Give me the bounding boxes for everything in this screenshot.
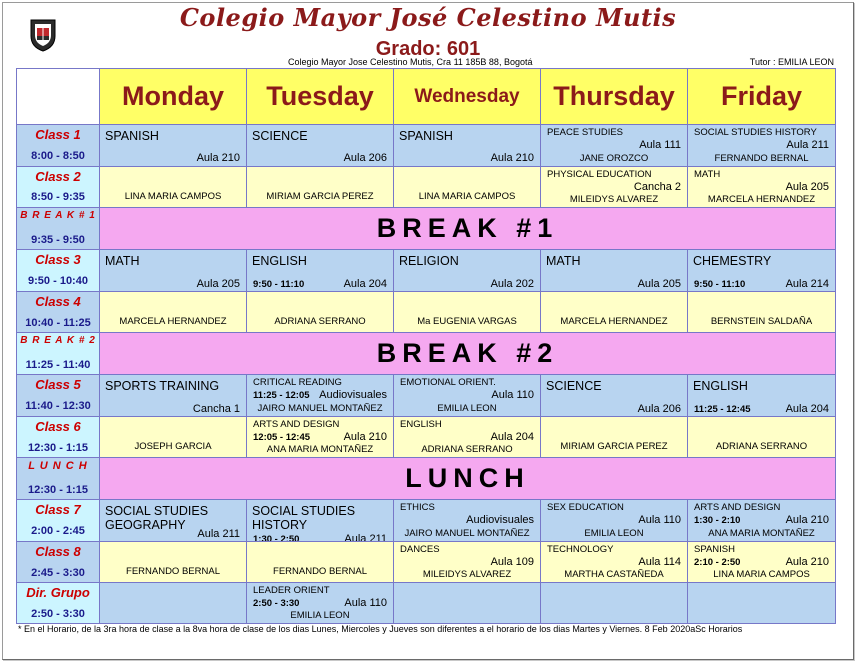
slot-wed-block2-top [393,249,541,292]
teacher: EMILIA LEON [437,403,497,414]
time-range: 12:05 - 12:45 [253,432,311,443]
teacher: FERNANDO BERNAL [126,566,220,577]
slot-fri-class2 [687,166,836,208]
room: Aula 205 [785,181,829,193]
slot-mon-block2-bottom [99,291,247,333]
room: Aula 214 [785,278,829,290]
slot-thu-block3-bottom [540,416,688,458]
teacher: ADRIANA SERRANO [715,441,808,452]
period-label: L U N C H [28,460,88,472]
room: Aula 204 [490,431,534,443]
time-range: 1:30 - 2:50 [253,534,300,542]
period-time: 12:30 - 1:15 [28,484,88,496]
slot-tue-block2-bottom [246,291,394,333]
period-time: 8:50 - 9:35 [31,191,85,203]
teacher: ADRIANA SERRANO [421,444,513,455]
slot-fri-block3-bottom [687,416,836,458]
period-time: 8:00 - 8:50 [31,150,85,162]
slot-wed-block1-bottom [393,166,541,208]
slot-fri-class1 [687,124,836,167]
break-1-banner: BREAK #1 [99,207,836,250]
period-time: 2:00 - 2:45 [31,525,85,537]
school-name: Colegio Mayor José Celestino Mutis [179,3,677,32]
teacher: MIRIAM GARCIA PEREZ [560,441,668,452]
school-address: Colegio Mayor Jose Celestino Mutis, Cra 11 185B 88, Bogotá [288,57,533,67]
slot-tue-class6 [246,416,394,458]
room: Aula 110 [491,389,534,401]
slot-tue-block4-bottom [246,541,394,583]
slot-thu-block2-bottom [540,291,688,333]
slot-tue-dir-grupo [246,582,394,624]
period-label: Class 7 [35,502,81,517]
slot-wed-block2-bottom [393,291,541,333]
slot-mon-block1-bottom [99,166,247,208]
room: Audiovisuales [466,514,534,526]
slot-tue-block1-bottom [246,166,394,208]
teacher: LINA MARIA CAMPOS [124,191,222,202]
period-time: 11:40 - 12:30 [25,400,91,412]
period-time: 2:50 - 3:30 [31,608,85,620]
slot-mon-block1-top [99,124,247,167]
slot-mon-block4-bottom [99,541,247,583]
period-break-2 [16,332,100,375]
period-label: Class 6 [35,419,81,434]
time-range: 1:30 - 2:10 [694,515,741,526]
subject-line1: SOCIAL STUDIES [105,504,209,518]
slot-wed-dir-grupo [393,582,541,624]
slot-thu-class8 [540,541,688,583]
slot-fri-dir-grupo [687,582,836,624]
room: Aula 210 [785,556,829,568]
slot-mon-block3-top [99,374,247,417]
subject: SCIENCE [546,379,602,393]
room: Aula 205 [637,278,681,290]
room: Aula 205 [196,278,240,290]
slot-wed-class7 [393,499,541,542]
subject: TECHNOLOGY [547,544,614,555]
time-range: 9:50 - 11:10 [253,279,305,290]
subject: RELIGION [399,254,459,268]
teacher: LINA MARIA CAMPOS [713,569,810,580]
time-range: 11:25 - 12:45 [694,404,751,415]
subject: MATH [105,254,140,268]
teacher: JAIRO MANUEL MONTAÑEZ [257,403,383,414]
slot-tue-block2-top [246,249,394,292]
timetable-grid [16,68,836,624]
room: Aula 210 [785,514,829,526]
period-class-4 [16,291,100,333]
day-header-friday: Friday [687,68,836,125]
teacher: JANE OROZCO [579,153,649,164]
period-label: B R E A K # 2 [20,335,96,346]
room: Aula 211 [344,533,387,542]
slot-tue-block1-top [246,124,394,167]
slot-tue-block4-top [246,499,394,542]
subject: ENGLISH [400,419,442,430]
grade-title: Grado: 601 [375,38,481,60]
slot-mon-block2-top [99,249,247,292]
slot-thu-dir-grupo [540,582,688,624]
slot-thu-block3-top [540,374,688,417]
subject: SPANISH [399,129,453,143]
subject-line1: SOCIAL STUDIES [252,504,356,518]
subject-line2: GEOGRAPHY [105,518,186,532]
room: Cancha 1 [192,403,240,415]
break-2-banner: BREAK #2 [99,332,836,375]
time-range: 9:50 - 11:10 [694,279,746,290]
teacher: FERNANDO BERNAL [273,566,367,577]
subject: SPANISH [105,129,159,143]
teacher: ANA MARIA MONTAÑEZ [266,444,374,455]
room: Aula 206 [343,152,387,164]
subject: ARTS AND DESIGN [694,502,781,513]
room: Aula 210 [196,152,240,164]
room: Aula 110 [638,514,681,526]
subject: SOCIAL STUDIES HISTORY [694,127,817,138]
period-label: Class 3 [35,252,81,267]
room: Cancha 2 [633,181,681,193]
slot-mon-block3-bottom [99,416,247,458]
slot-fri-block2-top [687,249,836,292]
teacher: EMILIA LEON [584,528,644,539]
period-time: 12:30 - 1:15 [28,442,88,454]
teacher: BERNSTEIN SALDAÑA [710,316,813,327]
lunch-banner: LUNCH [99,457,836,500]
slot-thu-class1 [540,124,688,167]
period-class-7 [16,499,100,542]
period-label: Class 8 [35,544,81,559]
subject: CRITICAL READING [253,377,342,388]
room: Audiovisuales [319,389,387,401]
period-class-1 [16,124,100,167]
time-range: 2:10 - 2:50 [694,557,741,568]
period-dir-grupo [16,582,100,624]
room: Aula 110 [344,597,387,609]
period-label: Class 4 [35,294,81,309]
teacher: JOSEPH GARCIA [134,441,212,452]
subject: PHYSICAL EDUCATION [547,169,652,180]
subject: PEACE STUDIES [547,127,624,138]
subject: ENGLISH [693,379,748,393]
room: Aula 204 [343,278,387,290]
subject: EMOTIONAL ORIENT. [400,377,496,388]
subject: MATH [694,169,721,180]
room: Aula 202 [490,278,534,290]
teacher: EMILIA LEON [290,610,350,621]
teacher: MILEIDYS ALVAREZ [569,194,659,205]
slot-wed-class8 [393,541,541,583]
period-break-1 [16,207,100,250]
day-header-thursday: Thursday [540,68,688,125]
slot-mon-dir-grupo [99,582,247,624]
slot-tue-class5 [246,374,394,417]
period-class-3 [16,249,100,292]
period-time: 11:25 - 11:40 [25,359,91,371]
room: Aula 204 [785,403,829,415]
slot-fri-class8 [687,541,836,583]
slot-fri-block3-top [687,374,836,417]
teacher: Ma EUGENIA VARGAS [417,316,517,327]
teacher: FERNANDO BERNAL [714,153,809,164]
period-class-2 [16,166,100,208]
header-corner [16,68,100,125]
period-time: 10:40 - 11:25 [25,317,91,329]
period-lunch [16,457,100,500]
slot-thu-class2 [540,166,688,208]
teacher: ADRIANA SERRANO [274,316,366,327]
period-class-6 [16,416,100,458]
period-time: 9:35 - 9:50 [31,234,85,246]
footnote: * En el Horario, de la 3ra hora de clase a la 8va hora de clase de los dias Lunes, Miercoles y Jueves son diferentes a el horario de los dias Martes y Viernes. 8 Feb 2020aSc Horarios [18,624,743,634]
period-label: Class 1 [35,127,81,142]
subject: DANCES [400,544,440,555]
time-range: 11:25 - 12:05 [253,390,310,401]
subject: CHEMESTRY [693,254,772,268]
subject: LEADER ORIENT [253,585,330,596]
subject-line2: HISTORY [252,518,308,532]
teacher: ANA MARIA MONTAÑEZ [708,528,815,539]
subject: SCIENCE [252,129,308,143]
teacher: MIRIAM GARCIA PEREZ [266,191,374,202]
period-label: Class 2 [35,169,81,184]
subject: ETHICS [400,502,435,513]
day-header-monday: Monday [99,68,247,125]
slot-wed-class6 [393,416,541,458]
room: Aula 211 [786,139,829,151]
teacher: MARCELA HERNANDEZ [119,316,227,327]
period-class-5 [16,374,100,417]
subject: SEX EDUCATION [547,502,624,513]
room: Aula 111 [639,139,681,151]
day-header-wednesday: Wednesday [393,68,541,125]
subject: ENGLISH [252,254,307,268]
room: Aula 210 [343,431,387,443]
slot-thu-class7 [540,499,688,542]
day-header-tuesday: Tuesday [246,68,394,125]
subject: MATH [546,254,581,268]
period-label: Class 5 [35,377,81,392]
teacher: MILEIDYS ALVAREZ [422,569,512,580]
room: Aula 210 [490,152,534,164]
period-time: 9:50 - 10:40 [28,275,88,287]
slot-fri-class7 [687,499,836,542]
teacher: JAIRO MANUEL MONTAÑEZ [404,528,530,539]
teacher: LINA MARIA CAMPOS [418,191,516,202]
slot-wed-block1-top [393,124,541,167]
teacher: MARCELA HERNANDEZ [707,194,816,205]
period-class-8 [16,541,100,583]
subject: ARTS AND DESIGN [253,419,340,430]
period-time: 2:45 - 3:30 [31,567,85,579]
time-range: 2:50 - 3:30 [253,598,300,609]
subject: SPANISH [694,544,736,555]
slot-mon-block4-top [99,499,247,542]
teacher: MARCELA HERNANDEZ [560,316,668,327]
slot-wed-class5 [393,374,541,417]
slot-fri-block2-bottom [687,291,836,333]
room: Aula 114 [638,556,681,568]
tutor-label: Tutor : EMILIA LEON [749,57,834,67]
room: Aula 109 [490,556,534,568]
room: Aula 211 [197,528,240,540]
slot-thu-block2-top [540,249,688,292]
room: Aula 206 [637,403,681,415]
period-label: Dir. Grupo [26,585,90,600]
period-label: B R E A K # 1 [20,210,96,221]
teacher: MARTHA CASTAÑEDA [564,569,664,580]
subject: SPORTS TRAINING [105,379,220,393]
